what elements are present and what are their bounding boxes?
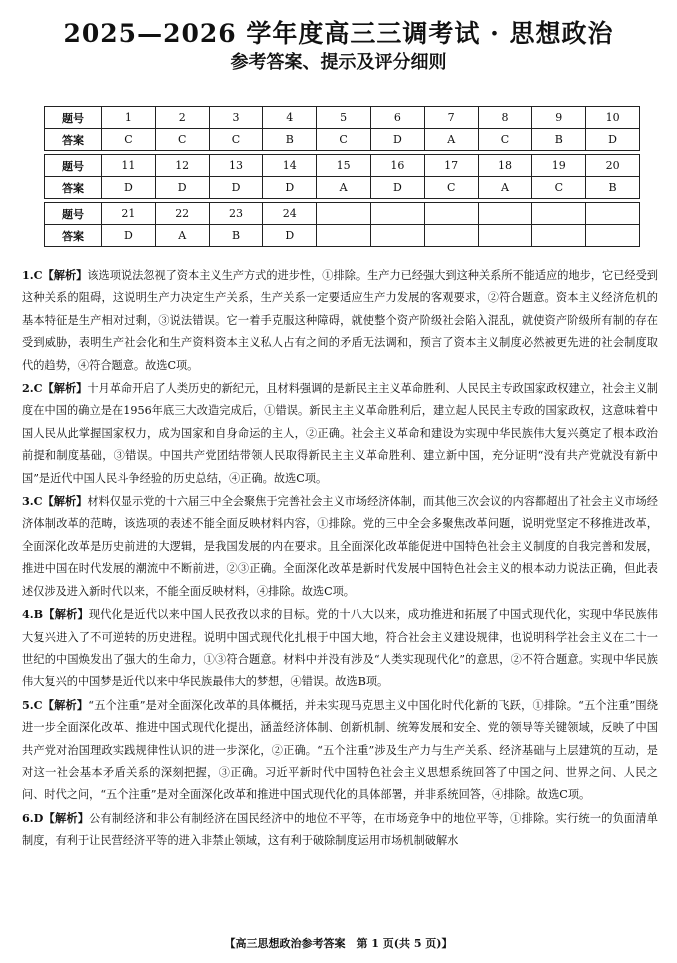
question-number-row-header: 题号 bbox=[45, 203, 102, 225]
answer-cell: C bbox=[102, 129, 156, 151]
question-number-cell: 1 bbox=[102, 107, 156, 129]
answer-cell bbox=[370, 225, 424, 247]
answer-cell: C bbox=[532, 177, 586, 199]
answer-cell bbox=[424, 225, 478, 247]
question-number-row bbox=[45, 107, 640, 129]
explanation-text: 该选项说法忽视了资本主义生产方式的进步性，①排除。生产力已经强大到这种关系所不能适应的地步，它已经受到这种关系的阻碍，这说明生产力决定生产关系，生产关系一定要适应生产力发展的客观要求，②符合题意。资本主义经济危机的基本特征是生产相对过剩，③说法错误。它一着手克服这种障碍，就使整个资产阶级社会陷入混乱，就使资产阶级所有制的存在受到威胁，表明生产社会化和生产资料资本主义私人占有之间的矛盾无法调和，预言了资本主义制度必然被更先进的社会制度取代的趋势，④符合题意。故选C项。 bbox=[22, 269, 658, 372]
question-number-cell bbox=[586, 203, 640, 225]
answer-cell: A bbox=[478, 177, 532, 199]
answer-cell bbox=[317, 225, 371, 247]
answer-cell: C bbox=[209, 129, 263, 151]
explanation-text: 十月革命开启了人类历史的新纪元，且材料强调的是新民主主义革命胜利、人民民主专政国家政权建立，社会主义制度在中国的确立是在1956年底三大改造完成后，①错误。新民主主义革命胜利后，建立起人民民主专政的国家政权，这意味着中国人民从此掌握国家权力，成为国家和自身命运的主人，②正确。社会主义革命和建设为实现中华民族伟大复兴奠定了根本政治前提和制度基础，③错误。中国共产党团结带领人民取得新民主主义革命胜利、建立新中国，充分证明“没有共产党就没有新中国”是近代中国人民斗争经验的历史总结，④正确。故选C项。 bbox=[22, 382, 658, 485]
explanation-label: 1.C【解析】 bbox=[22, 268, 88, 282]
answer-cell: D bbox=[370, 129, 424, 151]
explanation-item bbox=[22, 807, 658, 853]
answer-cell: B bbox=[263, 129, 317, 151]
question-number-cell: 14 bbox=[263, 155, 317, 177]
answer-cell: D bbox=[102, 225, 156, 247]
answer-cell: D bbox=[155, 177, 209, 199]
answer-cell: C bbox=[155, 129, 209, 151]
answer-cell: B bbox=[586, 177, 640, 199]
explanation-text: 公有制经济和非公有制经济在国民经济中的地位不平等，在市场竞争中的地位平等，①排除。实行统一的负面清单制度，有利于让民营经济平等的进入非禁止领域，这有利于破除制度运用市场机制破解水 bbox=[22, 811, 658, 848]
answer-cell: D bbox=[263, 177, 317, 199]
question-number-cell: 11 bbox=[102, 155, 156, 177]
explanation-label: 4.B【解析】 bbox=[22, 607, 89, 622]
question-number-row-header: 题号 bbox=[45, 155, 102, 177]
question-number-cell: 24 bbox=[263, 203, 317, 225]
explanation-item bbox=[22, 264, 658, 377]
question-number-cell: 5 bbox=[317, 107, 371, 129]
explanation-text: 现代化是近代以来中国人民孜孜以求的目标。党的十八大以来，成功推进和拓展了中国式现代化，实现中华民族伟大复兴进入了不可逆转的历史进程。说明中国式现代化扎根于中国大地，符合社会主义建设规律，也说明科学社会主义在二十一世纪的中国焕发出了强大的生命力，①③符合题意。材料中并没有涉及“人类实现现代化”的意思，②不符合题意。实现中华民族伟大复兴的中国梦是近代以来中华民族最伟大的梦想，④错误。故选B项。 bbox=[22, 608, 658, 689]
question-number-cell: 9 bbox=[532, 107, 586, 129]
answer-cell: D bbox=[209, 177, 263, 199]
explanation-text: 材料仅显示党的十六届三中全会聚焦于完善社会主义市场经济体制，而其他三次会议的内容都超出了社会主义市场经济体制改革的范畴，该选项的表述不能全面反映材料内容，①排除。党的三中全会多聚焦改革问题，说明党坚定不移推进改革，全面深化改革是历史前进的大逻辑，是我国发展的内在要求。且全面深化改革能促进中国特色社会主义制度的自我完善和发展，推进中国在时代发展的潮流中不断前进，②③正确。全面深化改革是新时代发展中国特色社会主义的根本动力说法正确，但此表述仅涉及进入新时代以来，不能全面反映材料，④排除。故选C项。 bbox=[22, 495, 658, 598]
question-number-cell: 17 bbox=[424, 155, 478, 177]
answer-row-header: 答案 bbox=[45, 177, 102, 199]
answer-cell bbox=[478, 225, 532, 247]
question-number-cell: 2 bbox=[155, 107, 209, 129]
answer-cell bbox=[532, 225, 586, 247]
answer-row-header: 答案 bbox=[45, 225, 102, 247]
answer-row bbox=[45, 129, 640, 151]
question-number-cell: 18 bbox=[478, 155, 532, 177]
question-number-cell bbox=[532, 203, 586, 225]
answer-row bbox=[45, 177, 640, 199]
explanation-item bbox=[22, 694, 658, 807]
question-number-cell: 6 bbox=[370, 107, 424, 129]
answer-cell: B bbox=[532, 129, 586, 151]
explanation-text: “五个注重”是对全面深化改革的具体概括，并未实现马克思主义中国化时代化新的飞跃，①排除。“五个注重”围绕进一步全面深化改革、推进中国式现代化提出，涵盖经济体制、创新机制、统筹发展和安全、党的领导等关键领域，反映了中国共产党对治国理政实践规律性认识的进一步深化，②正确。“五个注重”涉及生产力与生产关系、经济基础与上层建筑的互动，是对这一社会基本矛盾关系的深刻把握，③正确。习近平新时代中国特色社会主义思想系统回答了中国之问、世界之问、人民之问、时代之问，“五个注重”是对全面深化改革和推进中国式现代化的具体部署，并非系统回答，④排除。故选C项。 bbox=[22, 698, 658, 802]
question-number-cell: 23 bbox=[209, 203, 263, 225]
question-number-cell: 7 bbox=[424, 107, 478, 129]
answer-table bbox=[44, 106, 640, 247]
question-number-cell bbox=[317, 203, 371, 225]
answer-cell: C bbox=[424, 177, 478, 199]
answer-cell: A bbox=[424, 129, 478, 151]
question-number-row bbox=[45, 203, 640, 225]
explanation-item bbox=[22, 603, 658, 694]
question-number-cell: 22 bbox=[155, 203, 209, 225]
question-number-cell: 12 bbox=[155, 155, 209, 177]
explanations bbox=[22, 264, 658, 853]
page-footer: 【高三思想政治参考答案 第 1 页(共 5 页)】 bbox=[224, 937, 453, 950]
question-number-cell: 13 bbox=[209, 155, 263, 177]
question-number-cell: 10 bbox=[586, 107, 640, 129]
answer-row-header: 答案 bbox=[45, 129, 102, 151]
answer-row bbox=[45, 225, 640, 247]
answer-cell: B bbox=[209, 225, 263, 247]
question-number-cell: 8 bbox=[478, 107, 532, 129]
question-number-cell bbox=[370, 203, 424, 225]
question-number-cell: 15 bbox=[317, 155, 371, 177]
explanation-item bbox=[22, 377, 658, 490]
answer-cell: C bbox=[317, 129, 371, 151]
answer-cell: A bbox=[317, 177, 371, 199]
explanation-label: 5.C【解析】 bbox=[22, 697, 89, 712]
question-number-row bbox=[45, 155, 640, 177]
question-number-cell: 4 bbox=[263, 107, 317, 129]
question-number-cell: 19 bbox=[532, 155, 586, 177]
answer-cell: D bbox=[263, 225, 317, 247]
answer-cell: D bbox=[370, 177, 424, 199]
question-number-cell: 3 bbox=[209, 107, 263, 129]
answer-cell: D bbox=[586, 129, 640, 151]
explanation-label: 3.C【解析】 bbox=[22, 494, 88, 509]
question-number-row-header: 题号 bbox=[45, 107, 102, 129]
explanation-label: 2.C【解析】 bbox=[22, 381, 88, 396]
explanation-item bbox=[22, 490, 658, 603]
question-number-cell bbox=[424, 203, 478, 225]
question-number-cell: 20 bbox=[586, 155, 640, 177]
answer-cell: C bbox=[478, 129, 532, 151]
page-title: 2025—2026 学年度高三三调考试 · 思想政治 bbox=[63, 19, 614, 48]
question-number-cell: 21 bbox=[102, 203, 156, 225]
answer-cell: A bbox=[155, 225, 209, 247]
explanation-label: 6.D【解析】 bbox=[22, 810, 90, 825]
answer-cell bbox=[586, 225, 640, 247]
page-subtitle: 参考答案、提示及评分细则 bbox=[230, 52, 447, 73]
question-number-cell: 16 bbox=[370, 155, 424, 177]
answer-cell: D bbox=[102, 177, 156, 199]
question-number-cell bbox=[478, 203, 532, 225]
